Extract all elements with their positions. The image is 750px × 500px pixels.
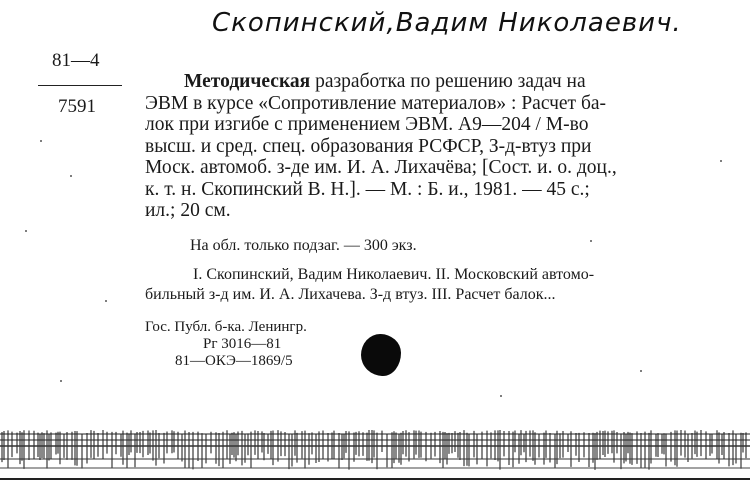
description-line-7: ил.; 20 см. <box>145 200 231 221</box>
tracing-line-2: бильный з-д им. И. А. Лихачева. З-д втуз. III. Расчет балок... <box>145 286 556 303</box>
dust-speck <box>60 380 62 382</box>
dust-speck <box>105 300 107 302</box>
dust-speck <box>40 140 42 142</box>
press-code: Рг 3016—81 <box>203 336 282 352</box>
classification-code: 81—4 <box>52 50 100 71</box>
description-line-2: ЭВМ в курсе «Сопротивление материалов» : Расчет ба- <box>145 92 607 114</box>
dust-speck <box>25 230 27 232</box>
library-name: Гос. Публ. б-ка. Ленингр. <box>145 319 307 335</box>
ink-blot <box>361 334 401 376</box>
title-lead-word: Методическая <box>184 71 311 92</box>
scanner-edge-marks <box>0 428 750 480</box>
tracing-line-1-text: I. Скопинский, Вадим Николаевич. II. Московский автомо- <box>193 266 595 283</box>
dust-speck <box>720 160 722 162</box>
catalog-number: 7591 <box>58 96 96 117</box>
dust-speck <box>640 370 642 372</box>
okz-code: 81—ОКЭ—1869/5 <box>175 353 293 369</box>
library-imprint <box>145 319 307 370</box>
description-line-6: к. т. н. Скопинский В. Н.]. — М. : Б. и., 1981. — 45 с.; <box>145 178 590 200</box>
description-line-5: Моск. автомоб. з-де им. И. А. Лихачёва; [Сост. и. о. доц., <box>145 157 617 178</box>
cover-note: На обл. только подзаг. — 300 экз. <box>190 237 417 254</box>
description-line-4: высш. и сред. спец. образования РСФСР, З-д-втуз при <box>145 135 592 157</box>
description-line-1-text: разработка по решению задач на <box>315 71 586 92</box>
dust-speck <box>70 175 72 177</box>
handwritten-author-name: Скопинский,Вадим Николаевич. <box>212 8 682 38</box>
dust-speck <box>500 395 502 397</box>
description-line-3: лок при изгибе с применением ЭВМ. А9—204 / М-во <box>145 114 589 135</box>
tracings <box>145 265 725 305</box>
dust-speck <box>590 240 592 242</box>
code-divider <box>38 85 122 86</box>
card-bottom-edge <box>0 478 750 480</box>
tracing-line-1 <box>145 265 725 285</box>
description-line-1 <box>145 71 730 93</box>
bibliographic-description <box>145 71 730 222</box>
